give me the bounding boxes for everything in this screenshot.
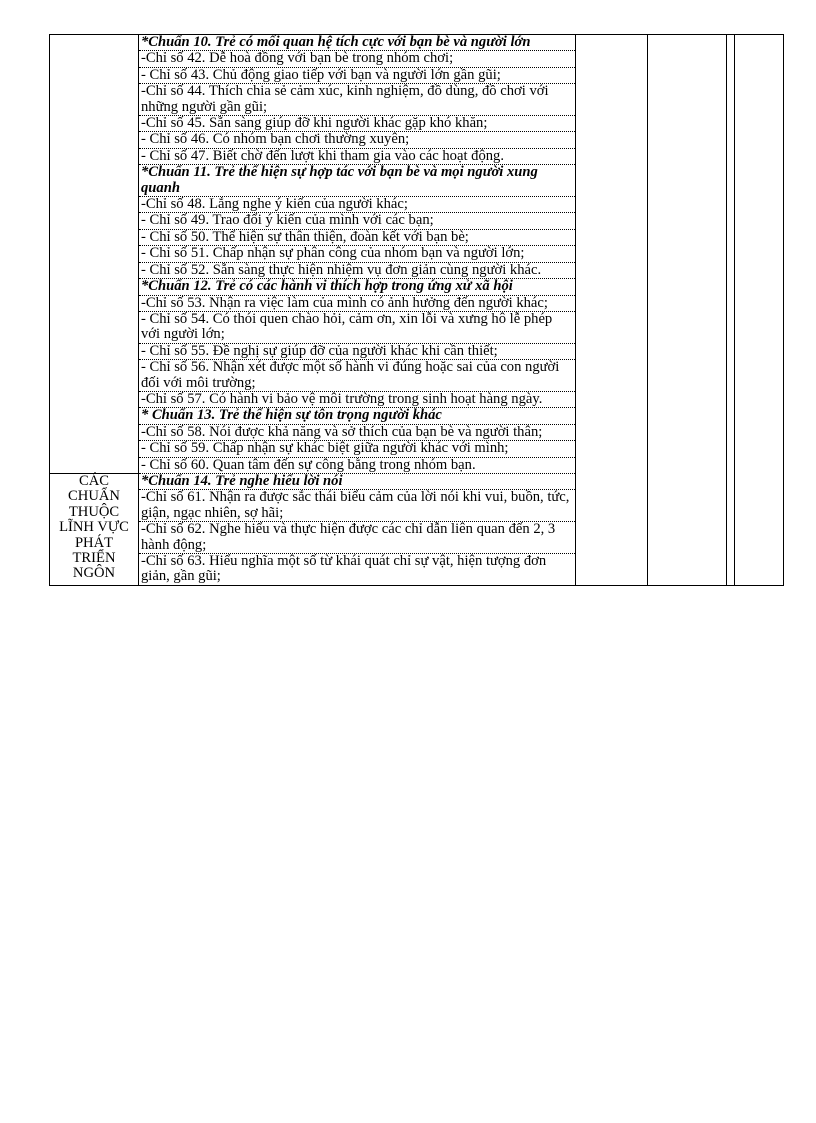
indicator-text: -Chỉ số 57. Có hành vi bảo vệ môi trường trong sinh hoạt hàng ngày.	[139, 391, 576, 407]
indicator-text: - Chỉ số 52. Sẵn sàng thực hiện nhiệm vụ đơn giản cùng người khác.	[139, 262, 576, 278]
indicator-text: -Chỉ số 44. Thích chia sẻ cảm xúc, kinh nghiệm, đồ dùng, đồ chơi với những người gần gũi;	[139, 84, 576, 116]
standard-title: *Chuẩn 14. Trẻ nghe hiểu lời nói	[139, 473, 576, 489]
indicator-text: -Chỉ số 63. Hiểu nghĩa một số từ khái quát chỉ sự vật, hiện tượng đơn giản, gần gũi;	[139, 554, 576, 586]
indicator-text: -Chỉ số 45. Sẵn sàng giúp đỡ khi người khác gặp khó khăn;	[139, 116, 576, 132]
standard-title: *Chuẩn 12. Trẻ có các hành vi thích hợp trong ứng xử xã hội	[139, 279, 576, 295]
standard-title: *Chuẩn 11. Trẻ thể hiện sự hợp tác với bạn bè và mọi người xung quanh	[139, 165, 576, 197]
indicator-text: -Chỉ số 42. Dễ hoà đồng với bạn bè trong nhóm chơi;	[139, 51, 576, 67]
indicator-text: - Chỉ số 59. Chấp nhận sự khác biệt giữa người khác với mình;	[139, 441, 576, 457]
indicator-text: - Chỉ số 49. Trao đổi ý kiến của mình với các bạn;	[139, 213, 576, 229]
standard-title: *Chuẩn 10. Trẻ có mối quan hệ tích cực với bạn bè và người lớn	[139, 35, 576, 51]
indicator-text: - Chỉ số 43. Chủ động giao tiếp với bạn và người lớn gần gũi;	[139, 67, 576, 83]
criteria-table	[49, 34, 784, 586]
indicator-text: - Chỉ số 51. Chấp nhận sự phân công của nhóm bạn và người lớn;	[139, 246, 576, 262]
indicator-text: -Chỉ số 62. Nghe hiểu và thực hiện được các chỉ dẫn liên quan đến 2, 3 hành động;	[139, 522, 576, 554]
indicator-text: - Chỉ số 60. Quan tâm đến sự công bằng trong nhóm bạn.	[139, 457, 576, 473]
blank-cell-c	[735, 35, 784, 586]
blank-cell-a	[576, 35, 648, 586]
indicator-text: -Chỉ số 61. Nhận ra được sắc thái biểu cảm của lời nói khi vui, buồn, tức, giận, ngạc nhiên, sợ hãi;	[139, 490, 576, 522]
indicator-text: -Chỉ số 48. Lắng nghe ý kiến của người khác;	[139, 197, 576, 213]
indicator-text: - Chỉ số 56. Nhận xét được một số hành vi đúng hoặc sai của con người đối với môi trường;	[139, 360, 576, 392]
standard-header-row	[50, 35, 784, 51]
standard-title: * Chuẩn 13. Trẻ thể hiện sự tôn trọng người khác	[139, 408, 576, 424]
indicator-text: -Chỉ số 53. Nhận ra việc làm của mình có ảnh hưởng đến người khác;	[139, 295, 576, 311]
indicator-text: - Chỉ số 47. Biết chờ đến lượt khi tham gia vào các hoạt động.	[139, 148, 576, 164]
category-label: CÁC CHUẨN THUỘC LĨNH VỰC PHÁT TRIỂN NGÔN	[50, 473, 139, 585]
blank-cell-b	[648, 35, 727, 586]
indicator-text: - Chỉ số 54. Có thói quen chào hỏi, cảm ơn, xin lỗi và xưng hô lễ phép với người lớn;	[139, 311, 576, 343]
indicator-text: - Chỉ số 55. Đề nghị sự giúp đỡ của người khác khi cần thiết;	[139, 343, 576, 359]
category-cell-empty	[50, 35, 139, 474]
spacer-cell	[727, 35, 735, 586]
indicator-text: -Chỉ số 58. Nói được khả năng và sở thích của bạn bè và người thân;	[139, 424, 576, 440]
indicator-text: - Chỉ số 46. Có nhóm bạn chơi thường xuyên;	[139, 132, 576, 148]
indicator-text: - Chỉ số 50. Thể hiện sự thân thiện, đoàn kết với bạn bè;	[139, 229, 576, 245]
